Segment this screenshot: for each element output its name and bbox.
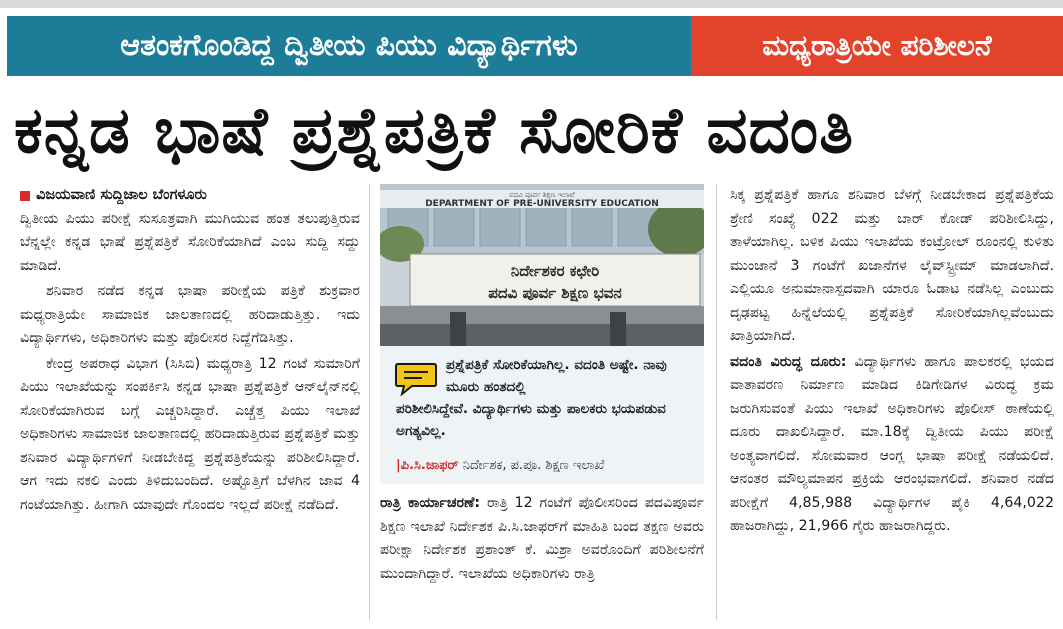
article-column-1	[20, 184, 360, 624]
column-divider	[716, 184, 717, 620]
kicker-right: ಮಧ್ಯರಾತ್ರಿಯೇ ಪರಿಶೀಲನೆ	[691, 16, 1063, 76]
top-rule	[0, 0, 1063, 8]
subhead-complaint: ವದಂತಿ ವಿರುದ್ಧ ದೂರು:	[730, 353, 847, 370]
paragraph	[380, 492, 704, 586]
byline	[20, 184, 360, 208]
article-column-3	[730, 184, 1054, 624]
quote-line-2: ಪರಿಶೀಲಿಸಿದ್ದೇವೆ. ವಿದ್ಯಾರ್ಥಿಗಳು ಮತ್ತು ಪಾಲಕರು ಭಯಪಡುವ ಅಗತ್ಯವಿಲ್ಲ.	[396, 401, 666, 439]
headline: ಕನ್ನಡ ಭಾಷೆ ಪ್ರಶ್ನೆಪತ್ರಿಕೆ ಸೋರಿಕೆ ವದಂತಿ	[14, 94, 855, 168]
kicker-left: ಆತಂಕಗೊಂಡಿದ್ದ ದ್ವಿತೀಯ ಪಿಯು ವಿದ್ಯಾರ್ಥಿಗಳು	[7, 16, 691, 76]
sign-english: DEPARTMENT OF PRE-UNIVERSITY EDUCATION	[425, 199, 659, 209]
sign-top: ಪದವಿ ಪೂರ್ವ ಶಿಕ್ಷಣ ಇಲಾಖೆ	[509, 191, 575, 199]
sign-line2: ಪದವಿ ಪೂರ್ವ ಶಿಕ್ಷಣ ಭವನ	[488, 284, 622, 302]
paragraph: ಶನಿವಾರ ನಡೆದ ಕನ್ನಡ ಭಾಷಾ ಪರೀಕ್ಷೆಯ ಪತ್ರಿಕೆ ಶುಕ್ರವಾರ ಮಧ್ಯರಾತ್ರಿಯೇ ಸಾಮಾಜಿಕ ಜಾಲತಾಣದಲ್ಲಿ ಹರಿದಾಡುತ್ತಿತ್ತು. ಇದು ವಿದ್ಯಾರ್ಥಿಗಳು, ಅಧಿಕಾರಿಗಳು ಮತ್ತು ಪೊಲೀಸರ ನಿದ್ದೆಗೆಡಿಸಿತ್ತು.	[20, 283, 360, 346]
byline-text: ವಿಜಯವಾಣಿ ಸುದ್ದಿಜಾಲ ಬೆಂಗಳೂರು	[36, 187, 207, 203]
building-photo	[380, 184, 704, 346]
subhead-night-operation: ರಾತ್ರಿ ಕಾರ್ಯಾಚರಣೆ:	[380, 495, 481, 511]
quote-attribution	[396, 456, 696, 476]
speech-bubble-icon	[394, 360, 438, 396]
quote-box	[380, 346, 704, 484]
paragraph: ದ್ವಿತೀಯ ಪಿಯು ಪರೀಕ್ಷೆ ಸುಸೂತ್ರವಾಗಿ ಮುಗಿಯುವ ಹಂತ ತಲುಪುತ್ತಿರುವ ಬೆನ್ನಲ್ಲೇ ಕನ್ನಡ ಭಾಷೆ ಪ್ರಶ್ನೆಪತ್ರಿಕೆ ಸೋರಿಕೆಯಾಗಿದೆ ಎಂಬ ಸುದ್ದಿ ಸದ್ದು ಮಾಡಿದೆ.	[20, 210, 360, 274]
quote-line-1: ಪ್ರಶ್ನೆಪತ್ರಿಕೆ ಸೋರಿಕೆಯಾಗಿಲ್ಲ. ವದಂತಿ ಅಷ್ಟೇ. ನಾವು ಮೂರು ಹಂತದಲ್ಲಿ	[446, 357, 667, 395]
paragraph: ಕೇಂದ್ರ ಅಪರಾಧ ವಿಭಾಗ (ಸಿಸಿಬಿ) ಮಧ್ಯರಾತ್ರಿ 12 ಗಂಟೆ ಸುಮಾರಿಗೆ ಪಿಯು ಇಲಾಖೆಯನ್ನು ಸಂಪರ್ಕಿಸಿ ಕನ್ನಡ ಭಾಷಾ ಪ್ರಶ್ನೆಪತ್ರಿಕೆ ಆನ್‌ಲೈನ್‌ನಲ್ಲಿ ಸೋರಿಕೆಯಾಗಿರುವ ಬಗ್ಗೆ ಎಚ್ಚರಿಸಿದ್ದಾರೆ. ಎಚ್ಚೆತ್ತ ಪಿಯು ಇಲಾಖೆ ಅಧಿಕಾರಿಗಳು ಸಾಮಾಜಿಕ ಜಾಲತಾಣದಲ್ಲಿ ಹರಿದಾಡುತ್ತಿರುವ ಪ್ರಶ್ನೆಪತ್ರಿಕೆ ಮತ್ತು ಶನಿವಾರ ವಿದ್ಯಾರ್ಥಿಗಳಿಗೆ ನೀಡಬೇಕಿದ್ದ ಪ್ರಶ್ನೆಪತ್ರಿಕೆಯನ್ನು ಪರಿಶೀಲಿಸಿದ್ದಾರೆ. ಆಗ ಇದು ನಕಲಿ ಎಂದು ತಿಳಿದುಬಂದಿದೆ. ಅಷ್ಟೊತ್ತಿಗೆ ಬೆಳಗಿನ ಜಾವ 4 ಗಂಟೆಯಾಗಿತ್ತು. ಹೀಗಾಗಿ ಯಾವುದೇ ಗೊಂದಲ ಇಲ್ಲದೆ ಪರೀಕ್ಷೆ ನಡೆದಿದೆ.	[20, 355, 360, 513]
paragraph-text: ವಿದ್ಯಾರ್ಥಿಗಳು ಹಾಗೂ ಪಾಲಕರಲ್ಲಿ ಭಯದ ವಾತಾವರಣ ನಿರ್ಮಾಣ ಮಾಡಿದ ಕಿಡಿಗೇಡಿಗಳ ವಿರುದ್ಧ ಕ್ರಮ ಜರುಗಿಸುವಂತೆ ಪಿಯು ಇಲಾಖೆ ಅಧಿಕಾರಿಗಳು ಪೊಲೀಸ್ ಠಾಣೆಯಲ್ಲಿ ದೂರು ದಾಖಲಿಸಿದ್ದಾರೆ. ಮಾ.18ಕ್ಕೆ ದ್ವಿತೀಯ ಪಿಯು ಪರೀಕ್ಷೆ ಅಂತ್ಯವಾಗಲಿದೆ. ಸೋಮವಾರ ಆಂಗ್ಲ ಭಾಷಾ ಪರೀಕ್ಷೆ ನಡೆಯಲಿದೆ. ಆನಂತರ ಮೌಲ್ಯಮಾಪನ ಪ್ರಕ್ರಿಯೆ ಆರಂಭವಾಗಲಿದೆ. ಶನಿವಾರ ನಡೆದ ಪರೀಕ್ಷೆಗೆ 4,85,988 ವಿದ್ಯಾರ್ಥಿಗಳ ಪೈಕಿ 4,64,022 ಹಾಜರಾಗಿದ್ದು, 21,966 ಗೈರು ಹಾಜರಾಗಿದ್ದರು.	[730, 353, 1054, 534]
paragraph-text: ರಾತ್ರಿ 12 ಗಂಟೆಗೆ ಪೊಲೀಸರಿಂದ ಪದವಿಪೂರ್ವ ಶಿಕ್ಷಣ ಇಲಾಖೆ ನಿರ್ದೇಶಕ ಪಿ.ಸಿ.ಜಾಫರ್‌ಗೆ ಮಾಹಿತಿ ಬಂದ ತಕ್ಷಣ ಅವರು ಪರೀಕ್ಷಾ ನಿರ್ದೇಶಕ ಪ್ರಶಾಂತ್ ಕೆ. ಮಿಶ್ರಾ ಅವರೊಂದಿಗೆ ಪರಿಶೀಲನೆಗೆ ಮುಂದಾಗಿದ್ದಾರೆ. ಇಲಾಖೆಯ ಅಧಿಕಾರಿಗಳು ರಾತ್ರಿ	[380, 495, 704, 582]
column-divider	[369, 184, 370, 620]
quote-role: ನಿರ್ದೇಶಕ, ಪ.ಪೂ. ಶಿಕ್ಷಣ ಇಲಾಖೆ	[458, 458, 605, 473]
article-column-2	[380, 492, 704, 624]
paragraph: ಸಿಕ್ಕ ಪ್ರಶ್ನೆಪತ್ರಿಕೆ ಹಾಗೂ ಶನಿವಾರ ಬೆಳಗ್ಗೆ ನೀಡಬೇಕಾದ ಪ್ರಶ್ನೆಪತ್ರಿಕೆಯ ಶ್ರೇಣಿ ಸಂಖ್ಯೆ 022 ಮತ್ತು ಬಾರ್ ಕೋಡ್ ಪರಿಶೀಲಿಸಿದ್ದು, ತಾಳೆಯಾಗಿಲ್ಲ. ಬಳಿಕ ಪಿಯು ಇಲಾಖೆಯ ಕಂಟ್ರೋಲ್ ರೂಂನಲ್ಲಿ ಕುಳಿತು ಮುಂಜಾನೆ 3 ಗಂಟೆಗೆ ಖಜಾನೆಗಳ ಲೈವ್‌ಸ್ಟ್ರೀಮ್ ಮಾಡಲಾಗಿದೆ. ಎಲ್ಲಿಯೂ ಅನುಮಾನಾಸ್ಪದವಾಗಿ ಯಾರೂ ಓಡಾಟ ನಡೆಸಿಲ್ಲ ಎಂಬುದು ದೃಢಪಟ್ಟ ಹಿನ್ನೆಲೆಯಲ್ಲಿ ಪ್ರಶ್ನೆಪತ್ರಿಕೆ ಸೋರಿಕೆಯಾಗಿಲ್ಲವೆಂಬುದು ಖಾತ್ರಿಯಾಗಿದೆ.	[730, 187, 1054, 344]
byline-square-icon	[20, 191, 30, 201]
sign-line1: ನಿರ್ದೇಶಕರ ಕಛೇರಿ	[510, 262, 600, 280]
building-illustration	[380, 184, 704, 346]
quote-author: |ಪಿ.ಸಿ.ಜಾಫರ್	[396, 458, 459, 473]
paragraph	[730, 351, 1054, 539]
